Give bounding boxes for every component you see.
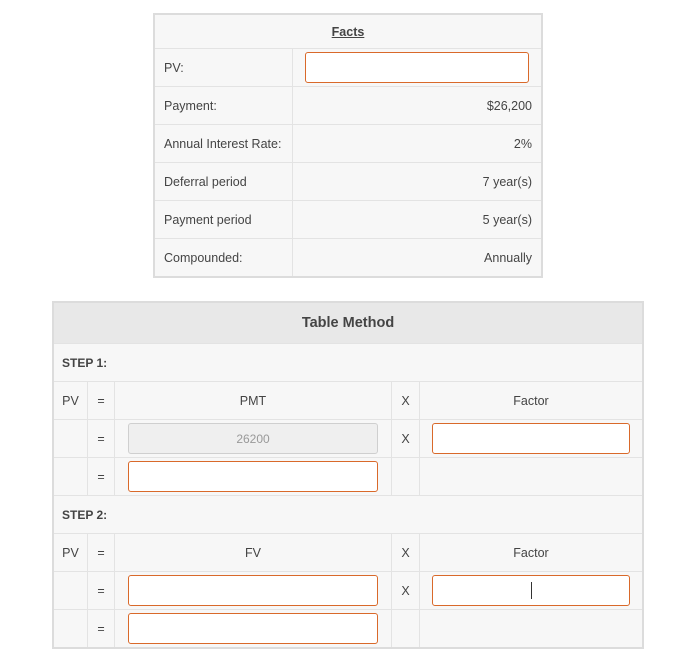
step2-multiply-sign: X bbox=[392, 534, 420, 572]
step1-row2-equals-sign: = bbox=[88, 420, 115, 458]
step1-result-input[interactable] bbox=[128, 461, 378, 492]
step2-label: STEP 2: bbox=[53, 496, 643, 534]
payment-period-label: Payment period bbox=[154, 201, 293, 239]
facts-table bbox=[153, 13, 543, 278]
step1-header-row bbox=[53, 382, 643, 420]
step1-equals-sign: = bbox=[88, 382, 115, 420]
facts-row-payment-period bbox=[154, 201, 542, 239]
step1-multiply-sign: X bbox=[392, 382, 420, 420]
step1-row3-equals-sign: = bbox=[88, 458, 115, 496]
pv-label: PV: bbox=[154, 49, 293, 87]
compounded-value: Annually bbox=[293, 239, 543, 278]
payment-period-value: 5 year(s) bbox=[293, 201, 543, 239]
deferral-period-value: 7 year(s) bbox=[293, 163, 543, 201]
step2-row3-equals-sign: = bbox=[88, 610, 115, 649]
pv-answer-input[interactable] bbox=[305, 52, 529, 83]
facts-header bbox=[154, 14, 542, 49]
table-method-title: Table Method bbox=[53, 302, 643, 344]
step1-pmt-readonly-field: 26200 bbox=[128, 423, 378, 454]
step2-result-input[interactable] bbox=[128, 613, 378, 644]
payment-label: Payment: bbox=[154, 87, 293, 125]
step1-row2-multiply-sign: X bbox=[392, 420, 420, 458]
facts-row-pv bbox=[154, 49, 542, 87]
facts-row-rate bbox=[154, 125, 542, 163]
step2-row2-multiply-sign: X bbox=[392, 572, 420, 610]
step1-input-row bbox=[53, 420, 643, 458]
step2-fv-header: FV bbox=[115, 534, 392, 572]
step1-result-row bbox=[53, 458, 643, 496]
compounded-label: Compounded: bbox=[154, 239, 293, 278]
step1-factor-input[interactable] bbox=[432, 423, 630, 454]
facts-row-compounded bbox=[154, 239, 542, 278]
facts-row-payment bbox=[154, 87, 542, 125]
payment-value: $26,200 bbox=[293, 87, 543, 125]
interest-rate-value: 2% bbox=[293, 125, 543, 163]
step1-pmt-header: PMT bbox=[115, 382, 392, 420]
table-method bbox=[52, 301, 644, 649]
facts-title: Facts bbox=[331, 24, 365, 39]
step1-pv-label: PV bbox=[53, 382, 88, 420]
step2-equals-sign: = bbox=[88, 534, 115, 572]
deferral-period-label: Deferral period bbox=[154, 163, 293, 201]
step2-factor-header: Factor bbox=[420, 534, 644, 572]
step2-header-row bbox=[53, 534, 643, 572]
step1-label: STEP 1: bbox=[53, 344, 643, 382]
step2-row2-equals-sign: = bbox=[88, 572, 115, 610]
step2-result-row bbox=[53, 610, 643, 649]
facts-row-deferral bbox=[154, 163, 542, 201]
interest-rate-label: Annual Interest Rate: bbox=[154, 125, 293, 163]
step2-fv-input[interactable] bbox=[128, 575, 378, 606]
step1-factor-header: Factor bbox=[420, 382, 644, 420]
step2-input-row bbox=[53, 572, 643, 610]
step2-pv-label: PV bbox=[53, 534, 88, 572]
text-cursor bbox=[531, 582, 532, 599]
